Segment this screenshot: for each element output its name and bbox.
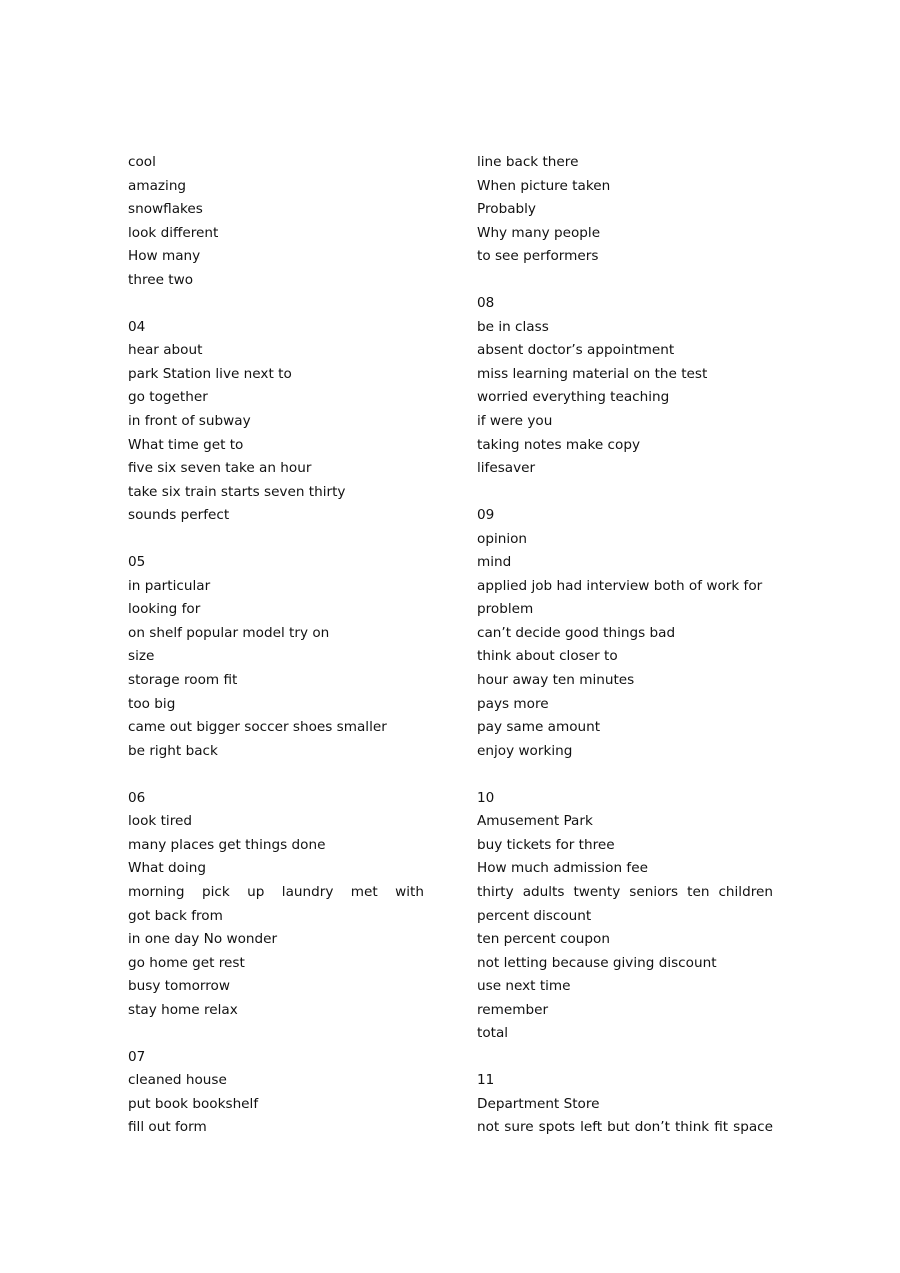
right-line: not sure spots left but don’t think fit space: [477, 1119, 773, 1136]
right-line: miss learning material on the test: [477, 365, 708, 382]
right-line: applied job had interview both of work for: [477, 577, 763, 594]
left-line: go together: [128, 389, 208, 406]
right-line: think about closer to: [477, 648, 618, 665]
right-line: Amusement Park: [477, 813, 593, 830]
left-line: came out bigger soccer shoes smaller: [128, 719, 387, 736]
right-line: taking notes make copy: [477, 436, 641, 453]
right-section-number: 08: [477, 295, 495, 312]
left-line: cool: [128, 154, 156, 170]
left-line: How many: [128, 248, 201, 265]
left-line: park Station live next to: [128, 365, 292, 382]
left-section-number: 04: [128, 318, 146, 335]
right-line: enjoy working: [477, 742, 573, 759]
left-section-number: 07: [128, 1048, 146, 1065]
left-line: What doing: [128, 860, 207, 877]
left-line: be right back: [128, 742, 218, 759]
right-line: if were you: [477, 413, 553, 430]
right-line: When picture taken: [477, 177, 611, 194]
left-line: amazing: [128, 177, 187, 194]
left-line: look different: [128, 224, 219, 241]
right-line: buy tickets for three: [477, 836, 615, 853]
left-line: What time get to: [128, 436, 244, 453]
left-spacer: [128, 1022, 428, 1046]
left-line: storage room fit: [128, 672, 238, 689]
left-line: busy tomorrow: [128, 978, 230, 995]
left-line: on shelf popular model try on: [128, 624, 330, 641]
left-line: in one day No wonder: [128, 931, 278, 948]
right-line: problem: [477, 601, 534, 618]
right-line: to see performers: [477, 248, 599, 265]
right-line: line back there: [477, 154, 579, 170]
left-spacer: [128, 763, 428, 787]
right-line: pay same amount: [477, 719, 601, 736]
right-line: worried everything teaching: [477, 389, 670, 406]
left-line: in front of subway: [128, 413, 251, 430]
left-line: cleaned house: [128, 1072, 227, 1089]
right-line: opinion: [477, 530, 528, 547]
right-column: [477, 151, 777, 1140]
right-line: thirty adults twenty seniors ten children: [477, 883, 773, 900]
right-line: How much admission fee: [477, 860, 648, 877]
right-line: ten percent coupon: [477, 931, 610, 948]
right-spacer: [477, 481, 777, 505]
left-line: look tired: [128, 813, 192, 830]
right-spacer: [477, 763, 777, 787]
left-section-number: 06: [128, 789, 146, 806]
left-section-number: 05: [128, 554, 146, 571]
left-spacer: [128, 528, 428, 552]
right-line: pays more: [477, 695, 549, 712]
right-line: mind: [477, 554, 512, 571]
right-line: total: [477, 1025, 509, 1042]
left-line: five six seven take an hour: [128, 460, 312, 477]
left-line: snowflakes: [128, 201, 203, 218]
left-line: go home get rest: [128, 954, 245, 971]
right-line: can’t decide good things bad: [477, 624, 676, 641]
left-line: take six train starts seven thirty: [128, 483, 346, 500]
left-line: size: [128, 648, 155, 665]
left-column: [128, 151, 428, 1140]
left-line: stay home relax: [128, 1001, 238, 1018]
right-line: be in class: [477, 318, 549, 335]
right-section-number: 10: [477, 789, 495, 806]
right-spacer: [477, 1046, 777, 1070]
left-spacer: [128, 292, 428, 316]
left-line: put book bookshelf: [128, 1095, 259, 1112]
right-line: use next time: [477, 978, 571, 995]
right-line: Probably: [477, 201, 536, 218]
left-line: looking for: [128, 601, 201, 618]
left-line: got back from: [128, 907, 223, 924]
right-line: hour away ten minutes: [477, 672, 635, 689]
right-line: not letting because giving discount: [477, 954, 717, 971]
right-section-number: 11: [477, 1072, 495, 1089]
right-section-number: 09: [477, 507, 495, 524]
left-line: morning pick up laundry met with: [128, 883, 424, 900]
right-line: absent doctor’s appointment: [477, 342, 675, 359]
left-line: three two: [128, 271, 194, 288]
right-line: lifesaver: [477, 460, 536, 477]
right-line: remember: [477, 1001, 549, 1018]
left-line: hear about: [128, 342, 203, 359]
left-line: fill out form: [128, 1119, 207, 1136]
right-line: Department Store: [477, 1095, 600, 1112]
left-line: in particular: [128, 577, 211, 594]
left-line: sounds perfect: [128, 507, 230, 524]
left-line: too big: [128, 695, 176, 712]
left-line: many places get things done: [128, 836, 326, 853]
right-line: percent discount: [477, 907, 592, 924]
right-line: Why many people: [477, 224, 601, 241]
right-spacer: [477, 269, 777, 293]
